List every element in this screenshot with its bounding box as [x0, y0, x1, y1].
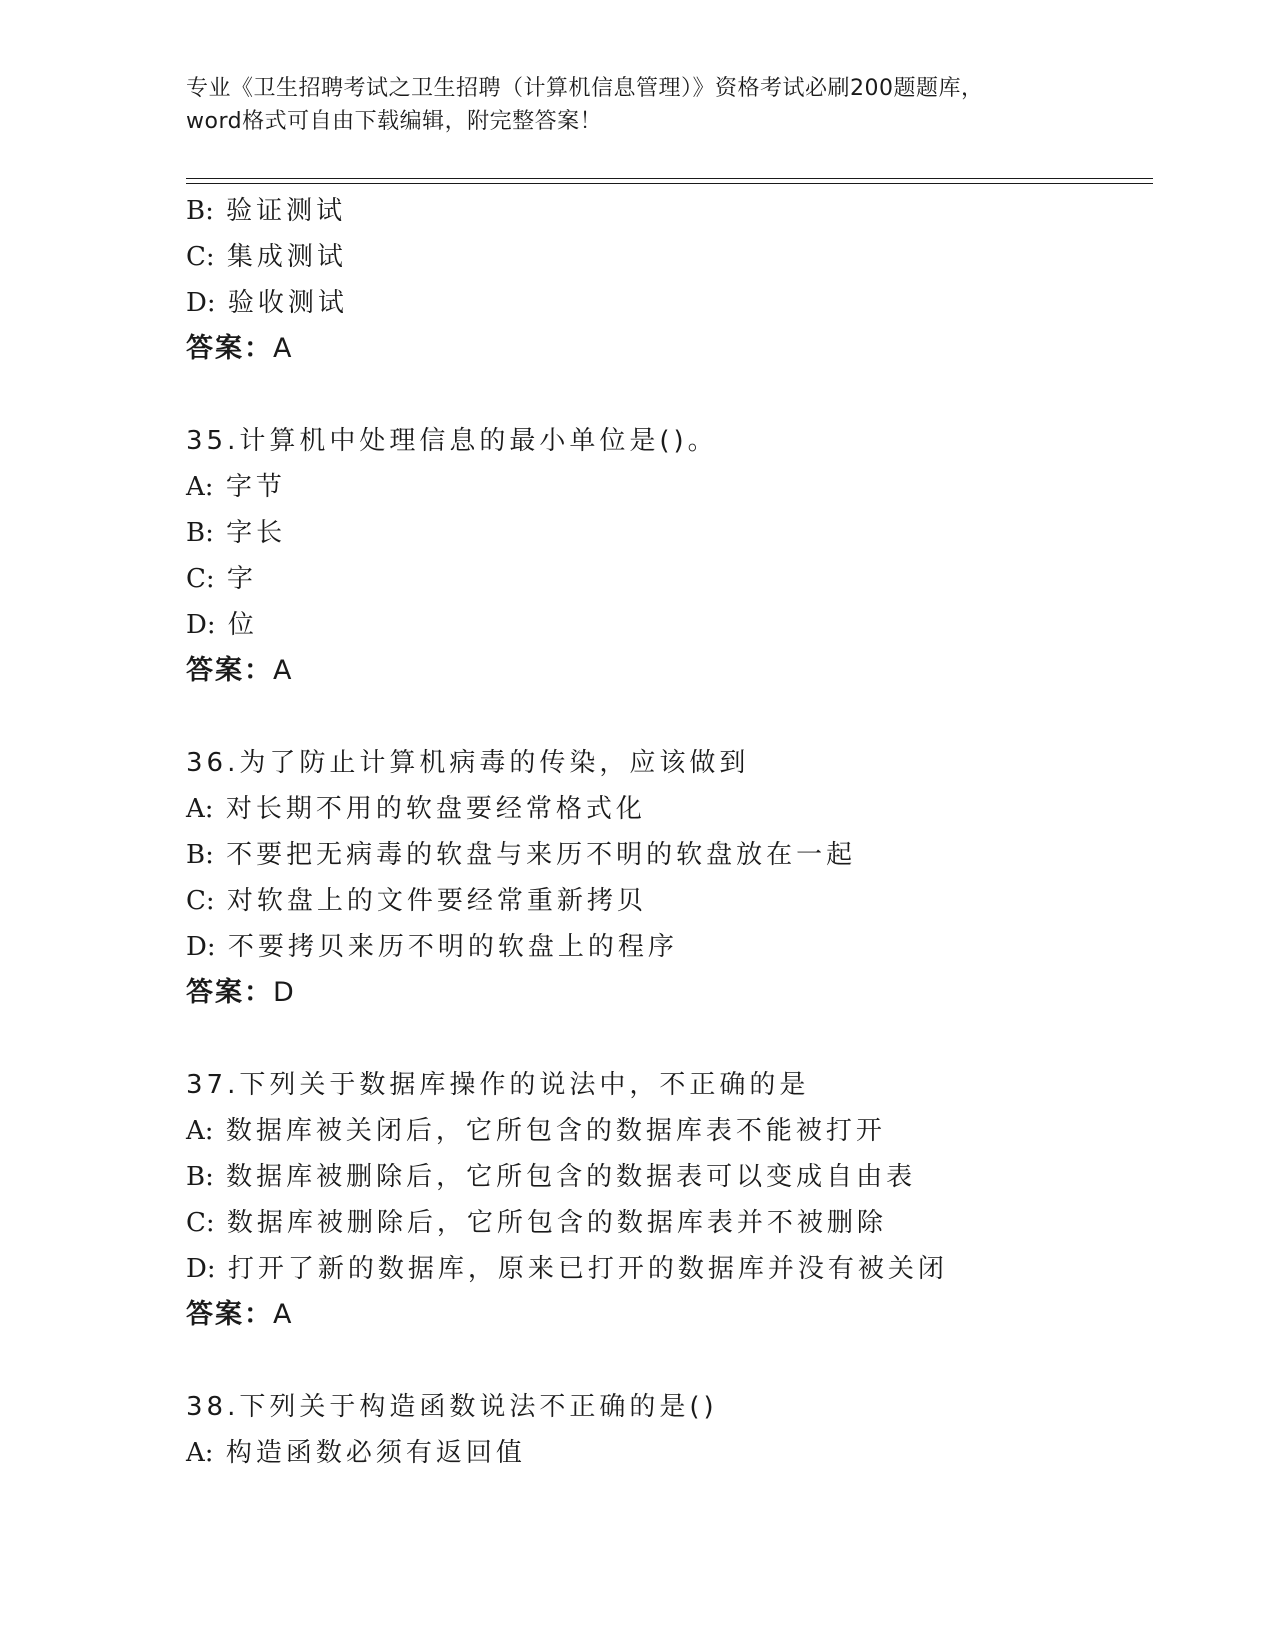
option-text: 数据库被删除后，它所包含的数据库表并不被删除	[226, 1208, 887, 1238]
option-b	[186, 510, 1146, 556]
option-a	[186, 1108, 1146, 1154]
option-letter: B:	[186, 840, 214, 870]
question-list	[186, 188, 1146, 1476]
document-header	[186, 72, 1086, 138]
answer-label: 答案：	[186, 333, 273, 364]
option-letter: D:	[186, 1254, 216, 1284]
option-text: 字长	[226, 518, 287, 548]
option-a	[186, 464, 1146, 510]
option-letter: C:	[186, 886, 215, 916]
question-stem: 35.计算机中处理信息的最小单位是()。	[186, 426, 718, 456]
header-line-2: word格式可自由下载编辑，附完整答案！	[186, 109, 603, 134]
option-c	[186, 234, 1146, 280]
option-text: 对软盘上的文件要经常重新拷贝	[226, 886, 647, 916]
option-text: 对长期不用的软盘要经常格式化	[225, 794, 646, 824]
option-text: 不要拷贝来历不明的软盘上的程序	[227, 932, 678, 962]
option-text: 字	[226, 564, 257, 594]
spacer	[186, 1016, 1146, 1062]
option-b	[186, 188, 1146, 234]
option-text: 打开了新的数据库，原来已打开的数据库并没有被关闭	[227, 1254, 948, 1284]
option-text: 位	[227, 610, 258, 640]
spacer	[186, 1338, 1146, 1384]
option-d	[186, 280, 1146, 326]
answer-value: A	[273, 1299, 292, 1330]
question-stem: 38.下列关于构造函数说法不正确的是()	[186, 1392, 718, 1422]
option-c	[186, 1200, 1146, 1246]
option-letter: A:	[186, 794, 214, 824]
option-text: 数据库被关闭后，它所包含的数据库表不能被打开	[225, 1116, 886, 1146]
option-text: 字节	[225, 472, 286, 502]
header-divider-bottom	[186, 183, 1153, 184]
option-letter: D:	[186, 610, 216, 640]
option-letter: C:	[186, 564, 215, 594]
answer-line	[186, 326, 1146, 372]
option-text: 构造函数必须有返回值	[225, 1438, 526, 1468]
header-divider-top	[186, 178, 1153, 179]
option-letter: C:	[186, 1208, 215, 1238]
question-stem: 37.下列关于数据库操作的说法中，不正确的是	[186, 1070, 810, 1100]
header-line-1: 专业《卫生招聘考试之卫生招聘（计算机信息管理）》资格考试必刷200题题库，	[186, 76, 984, 101]
option-text: 集成测试	[226, 242, 347, 272]
answer-value: D	[273, 977, 294, 1008]
answer-line	[186, 1292, 1146, 1338]
answer-line	[186, 970, 1146, 1016]
option-a	[186, 786, 1146, 832]
option-letter: C:	[186, 242, 215, 272]
answer-label: 答案：	[186, 655, 273, 686]
option-a	[186, 1430, 1146, 1476]
option-letter: A:	[186, 472, 214, 502]
option-b	[186, 832, 1146, 878]
option-c	[186, 556, 1146, 602]
answer-value: A	[273, 333, 292, 364]
answer-label: 答案：	[186, 977, 273, 1008]
spacer	[186, 694, 1146, 740]
option-text: 不要把无病毒的软盘与来历不明的软盘放在一起	[226, 840, 857, 870]
answer-label: 答案：	[186, 1299, 273, 1330]
option-text: 验证测试	[226, 196, 347, 226]
option-letter: D:	[186, 288, 216, 318]
option-letter: D:	[186, 932, 216, 962]
option-letter: A:	[186, 1438, 214, 1468]
spacer	[186, 372, 1146, 418]
option-d	[186, 602, 1146, 648]
option-d	[186, 924, 1146, 970]
option-d	[186, 1246, 1146, 1292]
option-b	[186, 1154, 1146, 1200]
option-c	[186, 878, 1146, 924]
answer-value: A	[273, 655, 292, 686]
answer-line	[186, 648, 1146, 694]
option-text: 验收测试	[227, 288, 348, 318]
option-letter: A:	[186, 1116, 214, 1146]
option-letter: B:	[186, 518, 214, 548]
option-letter: B:	[186, 196, 214, 226]
option-text: 数据库被删除后，它所包含的数据表可以变成自由表	[226, 1162, 917, 1192]
question-stem: 36.为了防止计算机病毒的传染，应该做到	[186, 748, 750, 778]
option-letter: B:	[186, 1162, 214, 1192]
